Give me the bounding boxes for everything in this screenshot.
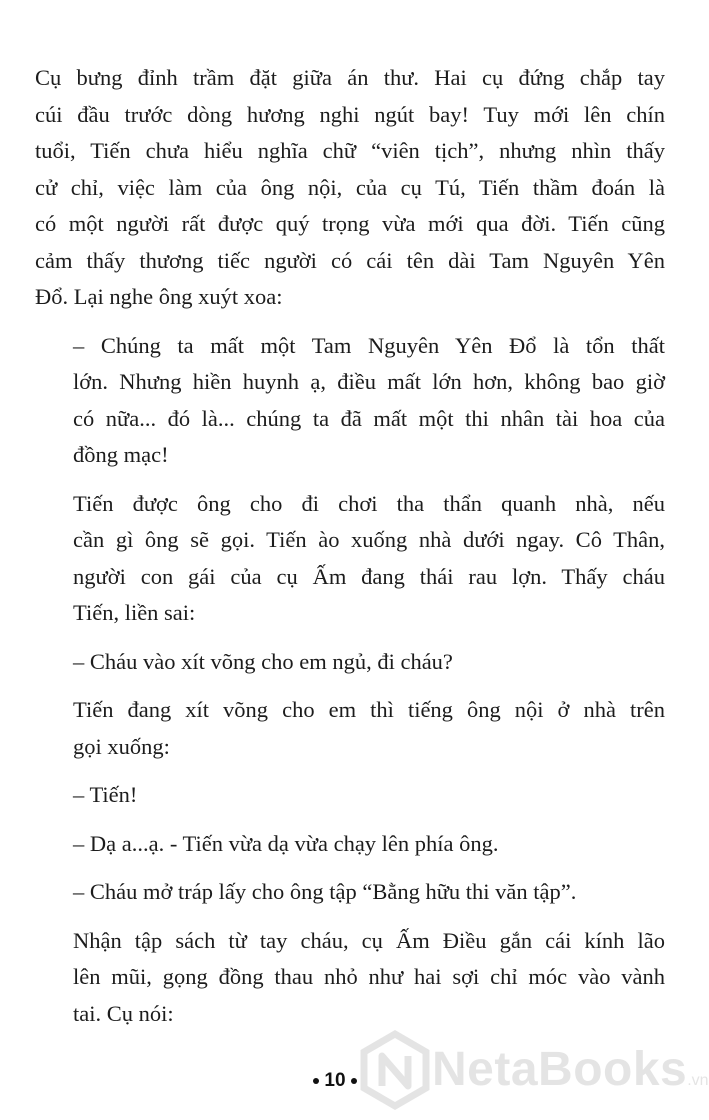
text-line: – Cháu vào xít võng cho em ngủ, đi cháu? <box>73 648 453 674</box>
body-text <box>35 60 665 1044</box>
text-line: có nữa... đó là... chúng ta đã mất một thi nhân tài hoa của <box>73 405 665 431</box>
text-line: – Cháu mở tráp lấy cho ông tập “Bằng hữu thi văn tập”. <box>73 879 577 904</box>
text-line: Cụ bưng đỉnh trầm đặt giữa án thư. Hai cụ đứng chắp tay <box>35 65 665 90</box>
paragraph-2 <box>35 328 665 474</box>
text-line: lớn. Nhưng hiền huynh ạ, điều mất lớn hơn, không bao giờ <box>73 369 665 394</box>
text-line: Đổ. Lại nghe ông xuýt xoa: <box>35 284 283 309</box>
paragraph-3 <box>35 486 665 632</box>
text-line: – Tiến! <box>73 782 138 807</box>
bullet-icon <box>313 1078 319 1084</box>
paragraph-6 <box>35 777 665 814</box>
paragraph-9 <box>35 923 665 1033</box>
text-line: gọi xuống: <box>73 733 170 759</box>
text-line: Tiến được ông cho đi chơi tha thẩn quanh nhà, nếu <box>73 490 665 516</box>
text-line: cúi đầu trước dòng hương nghi ngút bay! Tuy mới lên chín <box>35 101 665 127</box>
text-line: tuổi, Tiến chưa hiểu nghĩa chữ “viên tịch”, nhưng nhìn thấy <box>35 138 665 163</box>
text-line: đồng mạc! <box>73 442 169 467</box>
watermark-suffix: .vn <box>687 1072 709 1089</box>
text-line: có một người rất được quý trọng vừa mới qua đời. Tiến cũng <box>35 211 665 236</box>
text-line: lên mũi, gọng đồng thau nhỏ như hai sợi chỉ móc vào vành <box>73 964 665 989</box>
text-line: – Dạ a...ạ. - Tiến vừa dạ vừa chạy lên phía ông. <box>73 830 499 856</box>
text-line: tai. Cụ nói: <box>73 1000 174 1026</box>
paragraph-5 <box>35 692 665 765</box>
page-number <box>0 1070 670 1092</box>
text-line: cần gì ông sẽ gọi. Tiến ào xuống nhà dưới ngay. Cô Thân, <box>73 527 665 552</box>
text-line: Tiến, liền sai: <box>73 600 196 625</box>
watermark-brand: NetaBooks <box>432 1043 688 1096</box>
text-line: cảm thấy thương tiếc người có cái tên dài Tam Nguyên Yên <box>35 247 665 273</box>
text-line: Nhận tập sách từ tay cháu, cụ Ấm Điều gắn cái kính lão <box>73 927 665 953</box>
text-line: người con gái của cụ Ấm đang thái rau lợn. Thấy cháu <box>73 563 665 589</box>
text-line: cử chỉ, việc làm của ông nội, của cụ Tú, Tiến thầm đoán là <box>35 174 665 200</box>
bullet-icon <box>351 1078 357 1084</box>
paragraph-7 <box>35 826 665 863</box>
page-number-value: 10 <box>324 1070 346 1091</box>
paragraph-8 <box>35 874 665 911</box>
paragraph-4 <box>35 644 665 681</box>
text-line: Tiến đang xít võng cho em thì tiếng ông nội ở nhà trên <box>73 697 665 722</box>
paragraph-1 <box>35 60 665 316</box>
text-line: – Chúng ta mất một Tam Nguyên Yên Đổ là tổn thất <box>73 332 665 358</box>
